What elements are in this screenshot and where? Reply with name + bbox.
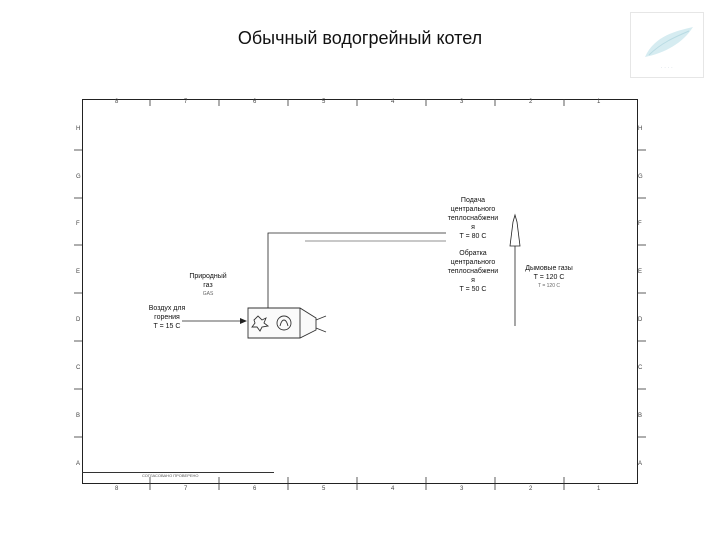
frame-col-number: 3 (460, 99, 464, 105)
frame-col-number: 7 (184, 486, 188, 492)
frame-row-letter: H (76, 126, 81, 132)
flue-stack-icon (510, 215, 520, 246)
frame-row-letter: E (76, 269, 81, 275)
frame-col-number: 3 (460, 486, 464, 492)
return-label-line3: теплоснабжени (447, 268, 499, 275)
return-label-line1: Обратка (459, 250, 487, 257)
gas-label-line1: Природный (189, 273, 227, 280)
frame-row-letter: G (638, 174, 643, 180)
frame-col-number: 6 (253, 486, 257, 492)
frame-row-letter: C (638, 365, 643, 371)
supply-label (440, 196, 506, 241)
diagram-title: Обычный водогрейный котел (237, 28, 483, 48)
air-arrow-icon (240, 318, 247, 324)
frame-col-number: 1 (597, 99, 601, 105)
supply-label-line2: центрального (450, 206, 496, 213)
frame-col-number: 8 (115, 486, 119, 492)
flue-gas-label-line1: Дымовые газы (525, 265, 573, 272)
supply-label-line4: я (471, 224, 475, 231)
title-block-text: СОГЛАСОВАНО ПРОВЕРЕНО (142, 473, 199, 478)
air-temperature: T = 15 C (153, 323, 181, 330)
air-label (134, 304, 200, 331)
logo-tagline: · · · · (660, 65, 674, 70)
frame-row-letter: C (76, 365, 81, 371)
frame-col-number: 5 (322, 486, 326, 492)
return-label-line4: я (471, 277, 475, 284)
return-label (440, 249, 506, 294)
return-temperature: T = 50 C (459, 286, 487, 293)
frame-row-letter: B (76, 413, 81, 419)
supply-label-line1: Подача (460, 197, 486, 204)
frame-row-letter: E (638, 269, 643, 275)
frame-row-letter: G (76, 174, 81, 180)
frame-col-number: 1 (597, 486, 601, 492)
frame-row-letter: F (638, 221, 642, 227)
flue-gas-label (516, 264, 582, 291)
frame-col-number: 7 (184, 99, 188, 105)
frame-col-number: 4 (391, 99, 395, 105)
gas-tag: GAS (202, 291, 214, 297)
frame-col-number: 2 (529, 486, 533, 492)
air-label-line1: Воздух для (148, 305, 186, 312)
supply-line (268, 233, 446, 308)
boiler-symbol (248, 308, 326, 338)
frame-col-number: 8 (115, 99, 119, 105)
title-block (82, 472, 274, 485)
frame-col-number: 5 (322, 99, 326, 105)
flue-gas-temperature: T = 120 C (533, 274, 565, 281)
frame-row-letter: F (76, 221, 80, 227)
frame-row-letter: D (638, 317, 643, 323)
frame-row-letter: H (638, 126, 643, 132)
frame-col-number: 2 (529, 99, 533, 105)
supply-label-line3: теплоснабжени (447, 215, 499, 222)
flue-gas-tag: T = 120 C (537, 283, 560, 289)
frame-row-letter: D (76, 317, 81, 323)
air-label-line2: горения (154, 314, 180, 321)
return-label-line2: центрального (450, 259, 496, 266)
frame-col-number: 6 (253, 99, 257, 105)
frame-row-letter: A (76, 461, 81, 467)
supply-temperature: T = 80 C (459, 233, 487, 240)
frame-row-letter: A (638, 461, 643, 467)
frame-row-letter: B (638, 413, 643, 419)
gas-label-line2: газ (203, 282, 213, 289)
gas-label (178, 272, 238, 299)
frame-col-number: 4 (391, 486, 395, 492)
